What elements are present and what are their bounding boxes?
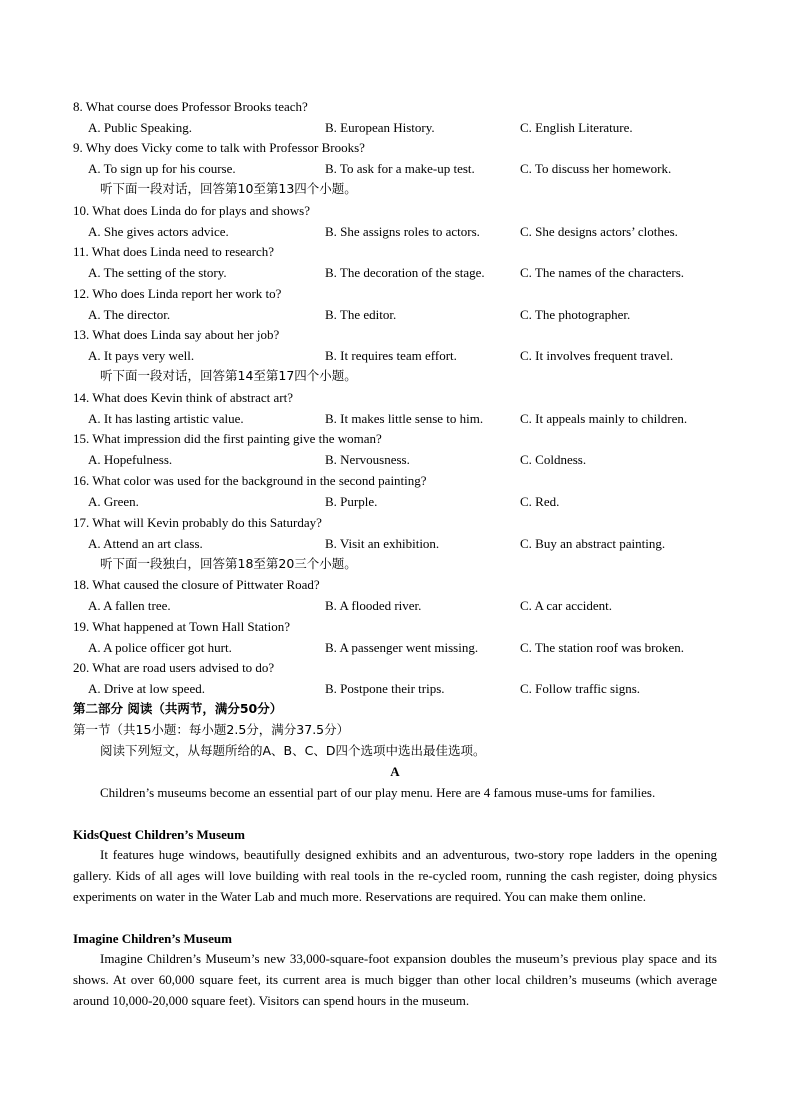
heading-kidsquest: KidsQuest Children’s Museum — [73, 827, 245, 842]
passage-intro: Children’s museums become an essential part of our play menu. Here are 4 famous muse-ums for families. — [100, 785, 656, 800]
option-20a: A. Drive at low speed. — [88, 681, 205, 696]
option-10c: C. She designs actors’ clothes. — [520, 224, 678, 239]
section-one-title: 第一节（共15小题：每小题2.5分，满分37.5分） — [73, 722, 350, 737]
option-14a: A. It has lasting artistic value. — [88, 411, 244, 426]
option-16c: C. Red. — [520, 494, 560, 509]
reading-instruction: 阅读下列短文，从每题所给的A、B、C、D四个选项中选出最佳选项。 — [100, 743, 486, 758]
option-11c: C. The names of the characters. — [520, 265, 684, 280]
question-10: 10. What does Linda do for plays and shows? — [73, 203, 310, 218]
option-13c: C. It involves frequent travel. — [520, 348, 674, 363]
instruction-14-17: 听下面一段对话，回答第14至第17四个小题。 — [100, 368, 357, 383]
passage-letter: A — [390, 764, 400, 779]
option-12b: B. The editor. — [325, 307, 397, 322]
question-12: 12. Who does Linda report her work to? — [73, 286, 282, 301]
option-14c: C. It appeals mainly to children. — [520, 411, 688, 426]
option-13a: A. It pays very well. — [88, 348, 195, 363]
option-17b: B. Visit an exhibition. — [325, 536, 440, 551]
paragraph-kidsquest: It features huge windows, beautifully designed exhibits and an adventurous, two-story rope ladders in the opening gallery. Kids of all ages will love building with real tools in the re-cycled room, running the cash register, doing physics experiments on water in the Water Lab and much more. Reservations are required. You can make them online. — [73, 847, 717, 904]
option-13b: B. It requires team effort. — [325, 348, 457, 363]
option-16b: B. Purple. — [325, 494, 378, 509]
option-20b: B. Postpone their trips. — [325, 681, 445, 696]
heading-imagine: Imagine Children’s Museum — [73, 931, 232, 946]
option-19a: A. A police officer got hurt. — [88, 640, 232, 655]
option-18a: A. A fallen tree. — [88, 598, 171, 613]
option-12c: C. The photographer. — [520, 307, 631, 322]
option-10a: A. She gives actors advice. — [88, 224, 229, 239]
question-20: 20. What are road users advised to do? — [73, 660, 275, 675]
option-15c: C. Coldness. — [520, 452, 587, 467]
question-19: 19. What happened at Town Hall Station? — [73, 619, 291, 634]
option-19c: C. The station roof was broken. — [520, 640, 685, 655]
question-15: 15. What impression did the first painting give the woman? — [73, 431, 382, 446]
instruction-18-20: 听下面一段独白，回答第18至第20三个小题。 — [100, 556, 357, 571]
option-14b: B. It makes little sense to him. — [325, 411, 484, 426]
option-11b: B. The decoration of the stage. — [325, 265, 485, 280]
question-8: 8. What course does Professor Brooks teach? — [73, 99, 308, 114]
option-9c: C. To discuss her homework. — [520, 161, 672, 176]
option-8b: B. European History. — [325, 120, 435, 135]
option-18b: B. A flooded river. — [325, 598, 422, 613]
question-16: 16. What color was used for the background in the second painting? — [73, 473, 427, 488]
question-13: 13. What does Linda say about her job? — [73, 327, 280, 342]
option-16a: A. Green. — [88, 494, 139, 509]
option-17a: A. Attend an art class. — [88, 536, 203, 551]
option-20c: C. Follow traffic signs. — [520, 681, 641, 696]
option-8c: C. English Literature. — [520, 120, 633, 135]
instruction-10-13: 听下面一段对话，回答第10至第13四个小题。 — [100, 181, 357, 196]
option-9a: A. To sign up for his course. — [88, 161, 236, 176]
option-17c: C. Buy an abstract painting. — [520, 536, 666, 551]
option-12a: A. The director. — [88, 307, 171, 322]
option-11a: A. The setting of the story. — [88, 265, 227, 280]
option-15b: B. Nervousness. — [325, 452, 410, 467]
question-9: 9. Why does Vicky come to talk with Professor Brooks? — [73, 140, 365, 155]
paragraph-imagine: Imagine Children’s Museum’s new 33,000-square-foot expansion doubles the museum’s previous play space and its shows. At over 60,000 square feet, its current area is much bigger than other local children’s museums (which average around 10,000-20,000 square feet). Visitors can spend hours in the museum. — [73, 951, 717, 1008]
option-18c: C. A car accident. — [520, 598, 613, 613]
option-8a: A. Public Speaking. — [88, 120, 192, 135]
question-17: 17. What will Kevin probably do this Saturday? — [73, 515, 322, 530]
question-14: 14. What does Kevin think of abstract art? — [73, 390, 293, 405]
option-19b: B. A passenger went missing. — [325, 640, 479, 655]
question-18: 18. What caused the closure of Pittwater Road? — [73, 577, 320, 592]
option-10b: B. She assigns roles to actors. — [325, 224, 480, 239]
question-11: 11. What does Linda need to research? — [73, 244, 275, 259]
option-9b: B. To ask for a make-up test. — [325, 161, 475, 176]
part-two-title: 第二部分 阅读（共两节，满分50分） — [73, 701, 283, 716]
option-15a: A. Hopefulness. — [88, 452, 173, 467]
